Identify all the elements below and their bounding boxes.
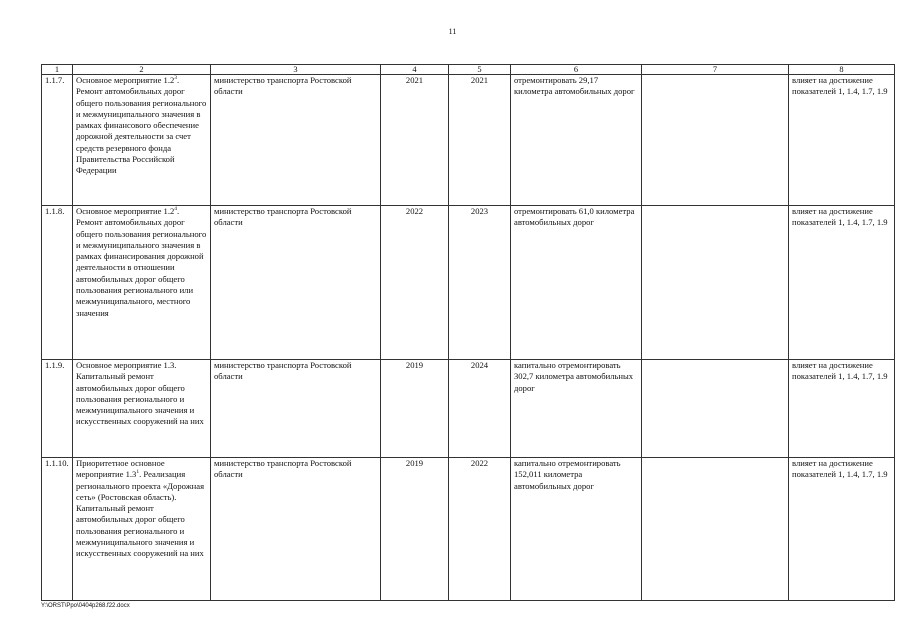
col-header-6: 6 — [511, 65, 642, 75]
executor: министерство транспорта Ростовской области — [211, 360, 381, 458]
end-year: 2024 — [449, 360, 511, 458]
start-year: 2019 — [381, 458, 449, 601]
end-year: 2021 — [449, 75, 511, 206]
col7-cell — [642, 360, 789, 458]
measure-title-sup: 3 — [174, 75, 178, 82]
measure-description — [73, 360, 211, 458]
program-measures-table — [41, 64, 895, 601]
measure-description — [73, 458, 211, 601]
executor: министерство транспорта Ростовской области — [211, 458, 381, 601]
row-number: 1.1.9. — [42, 360, 73, 458]
measure-title-suffix: . — [177, 206, 180, 216]
col-header-5: 5 — [449, 65, 511, 75]
table-row — [42, 75, 895, 206]
measure-description — [73, 75, 211, 206]
table-row — [42, 458, 895, 601]
col-header-4: 4 — [381, 65, 449, 75]
expected-result: капитально отремонтировать 152,011 километра автомобильных дорог — [511, 458, 642, 601]
table-row — [42, 360, 895, 458]
indicator-link: влияет на достижение показателей 1, 1.4, 1.7, 1.9 — [789, 75, 895, 206]
measure-title-sup: 1 — [136, 469, 140, 476]
measure-title-suffix: . — [177, 75, 180, 85]
executor: министерство транспорта Ростовской области — [211, 206, 381, 360]
indicator-link: влияет на достижение показателей 1, 1.4, 1.7, 1.9 — [789, 206, 895, 360]
col-header-8: 8 — [789, 65, 895, 75]
end-year: 2022 — [449, 458, 511, 601]
col7-cell — [642, 206, 789, 360]
indicator-link: влияет на достижение показателей 1, 1.4, 1.7, 1.9 — [789, 458, 895, 601]
col-header-2: 2 — [73, 65, 211, 75]
start-year: 2019 — [381, 360, 449, 458]
start-year: 2021 — [381, 75, 449, 206]
measure-description — [73, 206, 211, 360]
measure-title-suffix: . — [139, 469, 142, 480]
col7-cell — [642, 458, 789, 601]
expected-result: капитально отремонтировать 302,7 километра автомобильных дорог — [511, 360, 642, 458]
file-path-footer: Y:\ORST\Ppo\0404p268.f22.docx — [41, 603, 130, 609]
measure-title: Основное мероприятие 1.2 — [76, 75, 175, 85]
page-number: 11 — [448, 27, 457, 36]
table-row — [42, 206, 895, 360]
col7-cell — [642, 75, 789, 206]
start-year: 2022 — [381, 206, 449, 360]
header-row — [42, 65, 895, 75]
measure-text: Ремонт автомобильных дорог общего пользования регионального и межмуниципального значения в рамках финансирования дорожной деятельности в отношении автомобильных дорог общего пользования регионального или межмуниципального, местного значения — [76, 217, 207, 318]
measure-text: Реализация регионального проекта «Дорожная сеть» (Ростовская область). Капитальный ремонт автомобильных дорог общего пользования регионального и межмуниципального значения и искусственных сооружений на них — [76, 469, 205, 559]
expected-result: отремонтировать 61,0 километра автомобильных дорог — [511, 206, 642, 360]
executor: министерство транспорта Ростовской области — [211, 75, 381, 206]
row-number: 1.1.7. — [42, 75, 73, 206]
measure-text: Капитальный ремонт автомобильных дорог общего пользования регионального и межмуниципального значения и искусственных сооружений на них — [76, 371, 204, 427]
measure-title: Приоритетное основное мероприятие 1.3 — [76, 458, 165, 480]
end-year: 2023 — [449, 206, 511, 360]
expected-result: отремонтировать 29,17 километра автомобильных дорог — [511, 75, 642, 206]
row-number: 1.1.8. — [42, 206, 73, 360]
col-header-7: 7 — [642, 65, 789, 75]
col-header-1: 1 — [42, 65, 73, 75]
measure-title: Основное мероприятие 1.3. — [76, 360, 177, 370]
measure-title-sup: 4 — [174, 206, 178, 213]
measure-text: Ремонт автомобильных дорог общего пользования регионального и межмуниципального значения в рамках финансового обеспечение дорожной деятельности за счет средств резервного фонда Правительства Российской Федерации — [76, 86, 207, 176]
row-number: 1.1.10. — [42, 458, 73, 601]
col-header-3: 3 — [211, 65, 381, 75]
measure-title: Основное мероприятие 1.2 — [76, 206, 175, 216]
indicator-link: влияет на достижение показателей 1, 1.4, 1.7, 1.9 — [789, 360, 895, 458]
